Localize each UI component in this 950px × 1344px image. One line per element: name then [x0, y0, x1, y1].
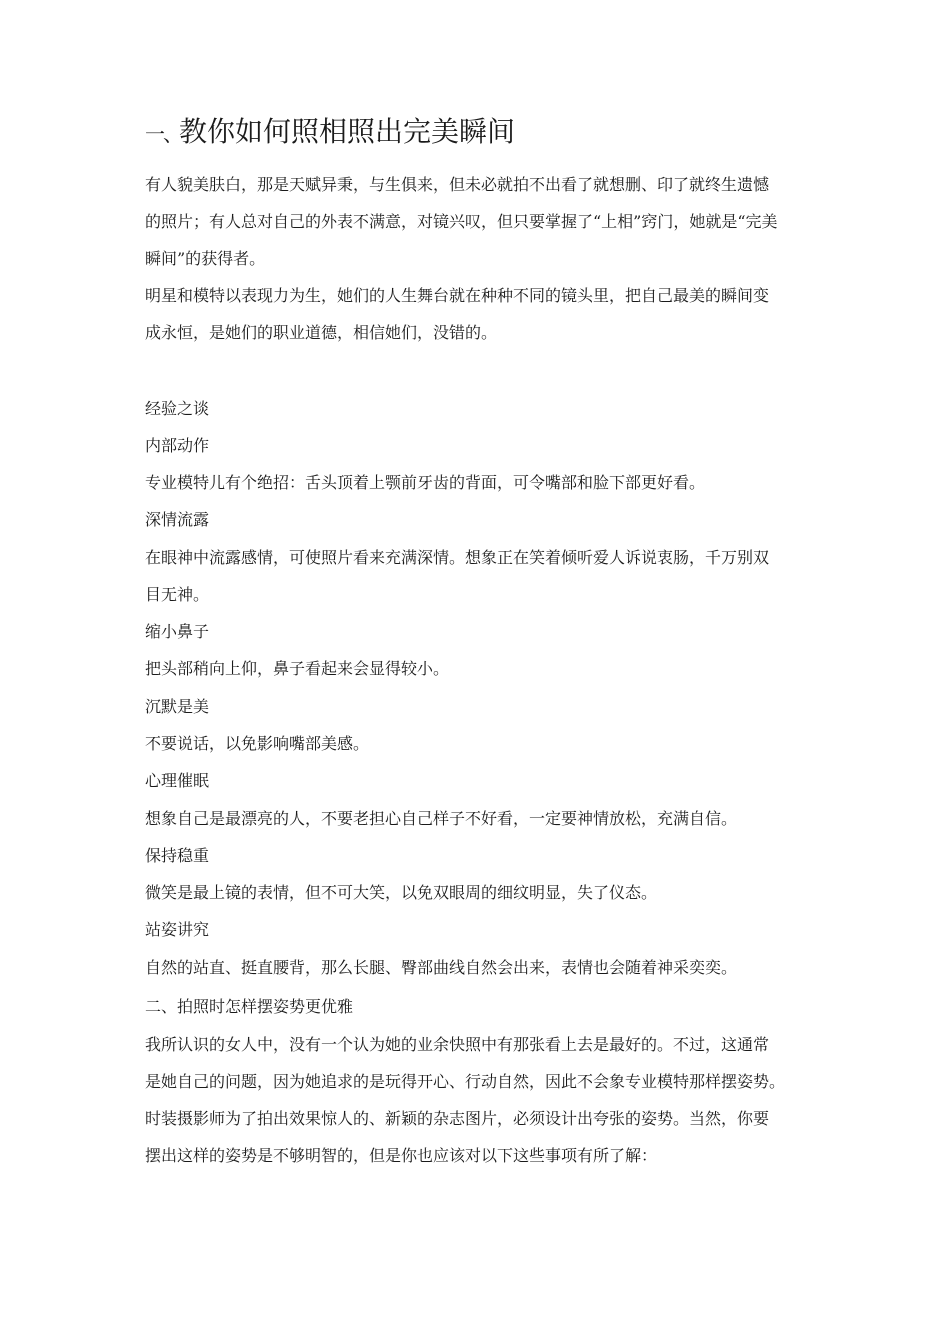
section-heading-2: 二、拍照时怎样摆姿势更优雅: [145, 997, 354, 1016]
tip-text: 想象自己是最漂亮的人，不要老担心自己样子不好看，一定要神情放松，充满自信。: [145, 809, 738, 828]
subheading-deep-emotion: 深情流露: [145, 510, 210, 529]
section-title: [145, 112, 845, 156]
body-line: 是她自己的问题，因为她追求的是玩得开心、行动自然，因此不会象专业模特那样摆姿势。: [145, 1072, 786, 1091]
subheading-psychology: 心理催眠: [145, 771, 210, 790]
tip-text: 目无神。: [145, 585, 210, 604]
body-line: 我所认识的女人中，没有一个认为她的业余快照中有那张看上去是最好的。不过，这通常: [145, 1035, 770, 1054]
intro-line: 有人貌美肤白，那是天赋异秉，与生俱来，但未必就拍不出看了就想删、印了就终生遗憾: [145, 175, 770, 194]
body-line: 摆出这样的姿势是不够明智的，但是你也应该对以下这些事项有所了解：: [145, 1146, 658, 1165]
intro-line: 的照片；有人总对自己的外表不满意，对镜兴叹，但只要掌握了“上相”窍门，她就是“完美: [145, 212, 778, 231]
intro-line: 瞬间”的获得者。: [145, 249, 266, 268]
tip-text: 把头部稍向上仰，鼻子看起来会显得较小。: [145, 659, 450, 678]
tip-text: 不要说话，以免影响嘴部美感。: [145, 734, 370, 753]
intro-line: 成永恒，是她们的职业道德，相信她们，没错的。: [145, 323, 498, 342]
subheading-silence: 沉默是美: [145, 697, 210, 716]
tip-text: 自然的站直、挺直腰背，那么长腿、臀部曲线自然会出来，表情也会随着神采奕奕。: [145, 958, 738, 977]
subheading-experience: 经验之谈: [145, 399, 210, 418]
intro-line: 明星和模特以表现力为生，她们的人生舞台就在种种不同的镜头里，把自己最美的瞬间变: [145, 286, 770, 305]
body-line: 时装摄影师为了拍出效果惊人的、新颖的杂志图片，必须设计出夸张的姿势。当然，你要: [145, 1109, 770, 1128]
subheading-posture: 站姿讲究: [145, 920, 210, 939]
section-number: 一、: [145, 122, 181, 146]
subheading-inner-action: 内部动作: [145, 436, 210, 455]
tip-text: 微笑是最上镜的表情，但不可大笑，以免双眼周的细纹明显，失了仪态。: [145, 883, 658, 902]
subheading-steady: 保持稳重: [145, 846, 210, 865]
page-title: 教你如何照相照出完美瞬间: [179, 115, 516, 148]
subheading-shrink-nose: 缩小鼻子: [145, 622, 210, 641]
tip-text: 专业模特儿有个绝招：舌头顶着上颚前牙齿的背面，可令嘴部和脸下部更好看。: [145, 473, 706, 492]
tip-text: 在眼神中流露感情，可使照片看来充满深情。想象正在笑着倾听爱人诉说衷肠，千万别双: [145, 548, 770, 567]
